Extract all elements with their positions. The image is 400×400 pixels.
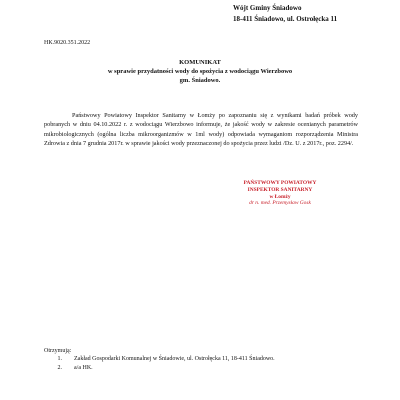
addressee-address: 18-411 Śniadowo, ul. Ostrołęcka 11 [233,15,338,23]
list-item [48,355,275,364]
list-item-number: 1. [57,356,62,362]
heading-title: KOMUNIKAT [179,59,221,66]
heading-location: gm. Śniadowo. [179,77,221,84]
official-stamp [230,180,330,207]
addressee-block [233,3,337,25]
list-item [48,364,275,373]
announcement-body [44,111,358,148]
stamp-line-1: PAŃSTWOWY POWIATOWY [243,180,317,186]
stamp-line-2: INSPEKTOR SANITARNY [247,186,313,193]
announcement-heading [0,58,400,85]
addressee-name: Wójt Gminy Śniadowo [233,4,302,12]
body-paragraph: Państwowy Powiatowy Inspektor Sanitarny w Łomży po zapoznaniu się z wynikami badań próbek wody pobranych w dniu 04.10.2022 r. z wodociągu Wierzbowo informuje, że jakość wody w zakresie ocenianych parametrów mikrobiologicznych (ogólna liczba mikroorganizmów w 1ml wody) odpowiada wymaganiom rozporządzenia Ministra Zdrowia z dnia 7 grudnia 2017r. w sprawie jakości wody przeznaczonej do spożycia przez ludzi /Dz. U. z 2017r., poz. 2294/. [44,112,358,147]
recipients-list [48,355,275,373]
stamp-signatory: dr n. med. Przemysław Gosk [249,200,311,207]
stamp-line-3: w Łomży [269,193,291,200]
heading-subject: w sprawie przydatności wody do spożycia z wodociągu Wierzbowo [107,68,293,75]
list-item-text: Zakład Gospodarki Komunalnej w Śniadowie, ul. Ostrołęcka 11, 18-411 Śniadowo. [74,356,275,362]
list-item-number: 2. [57,365,62,371]
recipients-label: Otrzymują: [44,348,72,354]
reference-number: HK.9020.351.2022 [44,40,91,46]
list-item-text: a/a HK. [74,365,93,371]
